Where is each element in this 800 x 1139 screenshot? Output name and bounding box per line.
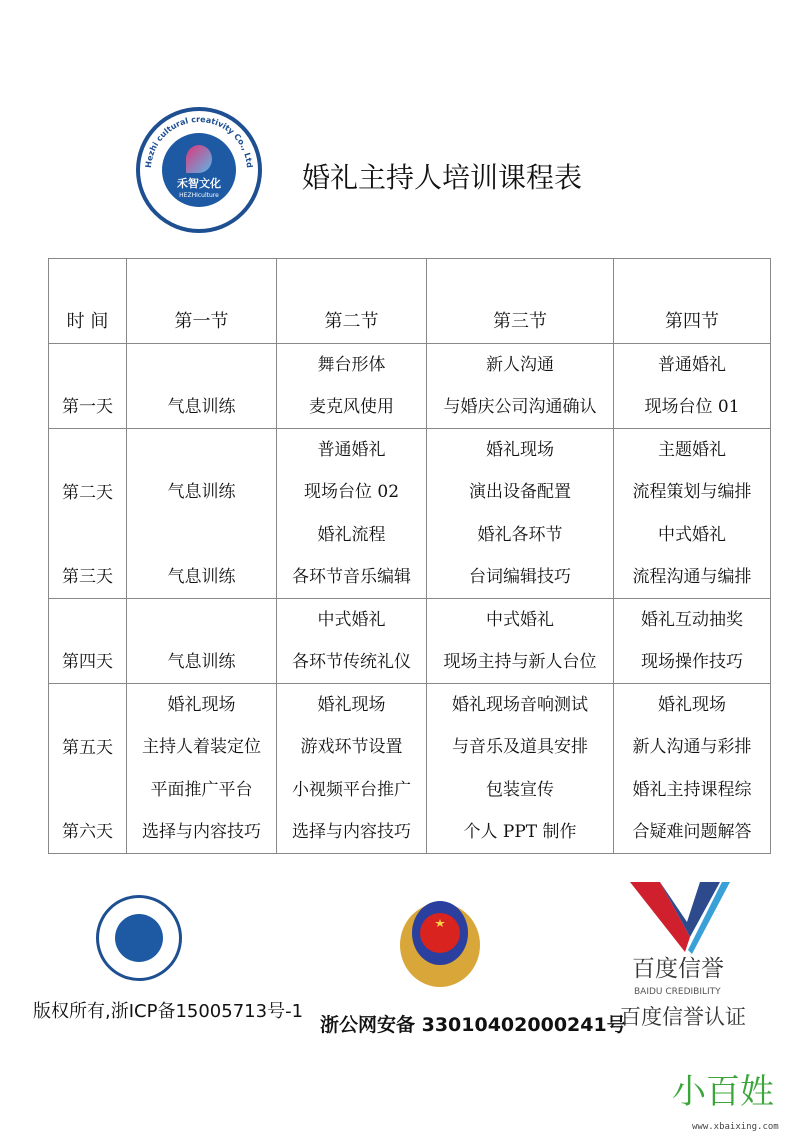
police-emblem-icon	[395, 895, 485, 990]
header-cell: 第三节	[427, 259, 614, 344]
session-cell	[427, 769, 614, 854]
session-line: 现场台位 01	[644, 397, 740, 417]
logo-inner	[115, 914, 163, 962]
session-line: 现场台位 02	[303, 482, 400, 502]
session-line: 普通婚礼	[317, 440, 386, 460]
session-line: 流程沟通与编排	[632, 566, 752, 587]
session-line: 包装宣传	[486, 779, 554, 800]
session-cell	[614, 514, 771, 599]
session-cell	[277, 599, 427, 684]
logo-name-cn: 禾智文化	[177, 177, 221, 190]
baidu-en-text: BAIDU CREDIBILITY	[634, 987, 721, 997]
baidu-cert-text: 百度信誉认证	[620, 1005, 746, 1029]
session-line: 新人沟通与彩排	[632, 737, 752, 757]
session-line	[127, 344, 276, 386]
session-line: 中式婚礼	[317, 610, 386, 630]
session-line: 流程策划与编排	[632, 482, 752, 502]
session-line: 主持人着装定位	[142, 737, 261, 757]
session-cell	[427, 684, 614, 769]
session-cell	[127, 514, 277, 599]
session-line: 平面推广平台	[150, 779, 253, 800]
session-line: 婚礼现场	[486, 440, 554, 460]
session-cell	[427, 514, 614, 599]
session-line: 婚礼流程	[317, 524, 386, 545]
session-cell	[127, 599, 277, 684]
session-cell	[614, 684, 771, 769]
session-line	[127, 514, 276, 556]
icp-text: 版权所有,浙ICP备15005713号-1	[33, 1001, 304, 1022]
table-row	[49, 769, 771, 854]
session-line: 中式婚礼	[486, 610, 554, 630]
session-line: 个人 PPT 制作	[463, 821, 577, 842]
day-cell: 第三天	[49, 514, 127, 599]
session-line: 与婚庆公司沟通确认	[443, 397, 597, 417]
session-line: 游戏环节设置	[300, 737, 403, 757]
logo-name-en: HEZHIculture	[179, 192, 219, 199]
table-row	[49, 344, 771, 429]
session-line: 各环节传统礼仪	[292, 652, 411, 672]
page-title: 婚礼主持人培训课程表	[302, 161, 583, 194]
police-record-text: 浙公网安备 33010402000241号	[320, 1014, 626, 1036]
hezhi-logo	[136, 107, 262, 233]
session-line: 婚礼现场	[317, 695, 386, 715]
session-line: 婚礼主持课程综	[632, 779, 752, 800]
header-cell: 第一节	[127, 259, 277, 344]
footer-hezhi-logo	[96, 895, 182, 981]
table-row	[49, 599, 771, 684]
session-cell	[277, 769, 427, 854]
day-cell: 第六天	[49, 769, 127, 854]
session-cell	[427, 599, 614, 684]
session-line: 气息训练	[167, 397, 236, 417]
watermark-url: www.xbaixing.com	[692, 1122, 779, 1132]
day-cell: 第一天	[49, 344, 127, 429]
logo-inner	[162, 133, 236, 207]
session-cell	[614, 599, 771, 684]
table-row	[49, 514, 771, 599]
session-cell	[277, 429, 427, 514]
session-line: 新人沟通	[486, 355, 554, 375]
session-cell	[127, 769, 277, 854]
day-cell: 第二天	[49, 429, 127, 514]
session-line: 气息训练	[167, 482, 236, 502]
day-cell: 第四天	[49, 599, 127, 684]
session-line: 与音乐及道具安排	[452, 737, 588, 757]
session-line: 各环节音乐编辑	[292, 566, 411, 587]
watermark-text: 小百姓	[672, 1072, 774, 1112]
session-line	[127, 599, 276, 641]
session-line: 现场操作技巧	[641, 652, 743, 672]
session-line: 中式婚礼	[658, 524, 726, 545]
session-line: 选择与内容技巧	[292, 821, 411, 842]
day-cell: 第五天	[49, 684, 127, 769]
session-line: 台词编辑技巧	[469, 566, 571, 587]
session-cell	[277, 344, 427, 429]
table-row	[49, 684, 771, 769]
baidu-v-icon	[630, 882, 740, 957]
session-cell	[277, 684, 427, 769]
session-line: 气息训练	[167, 566, 236, 587]
session-line: 婚礼现场	[167, 695, 236, 715]
session-line: 婚礼现场音响测试	[452, 695, 588, 715]
session-line: 选择与内容技巧	[142, 821, 261, 842]
session-line	[127, 429, 276, 471]
session-line: 麦克风使用	[309, 397, 394, 417]
session-line: 合疑难问题解答	[632, 821, 752, 842]
table-row	[49, 429, 771, 514]
table-header-row	[49, 259, 771, 344]
session-line: 普通婚礼	[658, 355, 726, 375]
session-line: 现场主持与新人台位	[443, 652, 597, 672]
schedule-table	[48, 258, 771, 854]
session-line: 舞台形体	[317, 355, 386, 375]
session-cell	[127, 429, 277, 514]
session-line: 小视频平台推广	[292, 779, 411, 800]
session-line: 演出设备配置	[469, 482, 571, 502]
session-cell	[277, 514, 427, 599]
baidu-logo-text: 百度信誉	[632, 956, 724, 982]
header-cell: 时 间	[49, 259, 127, 344]
header-cell: 第四节	[614, 259, 771, 344]
session-cell	[614, 769, 771, 854]
swirl-icon	[186, 145, 212, 173]
session-line: 婚礼各环节	[477, 524, 563, 545]
session-line: 婚礼现场	[658, 695, 726, 715]
session-cell	[127, 684, 277, 769]
session-cell	[614, 429, 771, 514]
session-cell	[127, 344, 277, 429]
header-cell: 第二节	[277, 259, 427, 344]
session-cell	[427, 344, 614, 429]
session-line: 气息训练	[167, 652, 236, 672]
logo-ring-text: Hezhi cultural creativity Co., Ltd	[143, 114, 255, 169]
session-line: 婚礼互动抽奖	[641, 610, 743, 630]
session-cell	[427, 429, 614, 514]
session-cell	[614, 344, 771, 429]
session-line: 主题婚礼	[658, 440, 726, 460]
